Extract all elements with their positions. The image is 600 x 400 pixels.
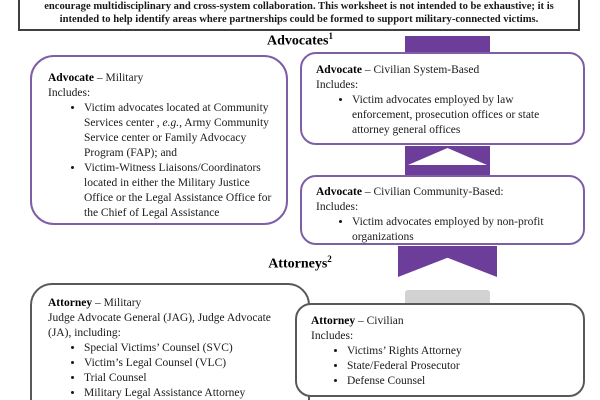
list-item: • State/Federal Prosecutor xyxy=(347,359,571,374)
box-title-bold: Attorney xyxy=(48,297,93,309)
box-title-rest: – Civilian Community-Based: xyxy=(362,186,504,198)
box-title xyxy=(316,63,571,78)
box-subtitle: Judge Advocate General (JAG), Judge Advocate (JA), including: xyxy=(48,312,271,339)
attorneys-heading-label: Attorneys xyxy=(268,256,328,272)
attorneys-heading xyxy=(0,254,600,273)
list-item: • Victims’ Rights Attorney xyxy=(347,344,571,359)
intro-text-box xyxy=(18,0,580,31)
box-title-rest: – Military xyxy=(92,297,142,309)
list-item: • Victim advocates located at Community Services center , e.g., Army Community Service center or Family Advocacy Program (FAP); and xyxy=(84,101,274,161)
list-item: • Military Legal Assistance Attorney xyxy=(84,386,296,400)
ribbon-chevron-notch xyxy=(408,148,487,165)
list-item: • Special Victims’ Counsel (SVC) xyxy=(84,341,296,356)
bullet-list xyxy=(311,344,571,389)
box-title xyxy=(316,185,571,200)
list-item: • Victim advocates employed by law enforcement, prosecution offices or state attorney general offices xyxy=(352,93,571,138)
bullet-list xyxy=(316,93,571,138)
advocates-heading xyxy=(0,31,600,50)
box-title-rest: – Civilian System-Based xyxy=(362,64,480,76)
box-title-rest: – Military xyxy=(94,72,144,84)
includes-label: Includes: xyxy=(48,87,91,99)
box-title xyxy=(48,296,296,311)
box-title-rest: – Civilian xyxy=(355,315,404,327)
list-item: • Victim-Witness Liaisons/Coordinators located in either the Military Justice Office or the Legal Assistance Office for the Chief of Legal Assistance xyxy=(84,161,274,221)
attorneys-footnote-marker: 2 xyxy=(327,254,332,264)
purple-ribbon-fold-chevron xyxy=(405,146,490,177)
box-title-bold: Advocate xyxy=(316,186,362,198)
box-title xyxy=(311,314,571,329)
box-title-bold: Advocate xyxy=(48,72,94,84)
box-attorney-civilian xyxy=(295,303,585,397)
list-item: • Defense Counsel xyxy=(347,374,571,389)
list-item: • Victim’s Legal Counsel (VLC) xyxy=(84,356,296,371)
intro-text: encourage multidisciplinary and cross-system collaboration. This worksheet is not intended to be exhaustive; it is intended to help identify areas where partnerships could be formed to support military-connected victims. xyxy=(44,1,554,25)
includes-label: Includes: xyxy=(316,79,359,91)
list-item: • Victim advocates employed by non-profit organizations xyxy=(352,215,571,245)
box-attorney-military xyxy=(30,283,310,400)
list-item: • Trial Counsel xyxy=(84,371,296,386)
bullet-list xyxy=(48,101,274,221)
advocates-heading-label: Advocates xyxy=(267,33,329,49)
box-title-bold: Advocate xyxy=(316,64,362,76)
bullet-list xyxy=(48,341,296,400)
includes-label: Includes: xyxy=(316,201,359,213)
box-advocate-civilian-system xyxy=(300,52,585,145)
box-advocate-military xyxy=(30,55,288,225)
box-title-bold: Attorney xyxy=(311,315,356,327)
box-advocate-civilian-community xyxy=(300,175,585,245)
bullet-list xyxy=(316,215,571,245)
includes-label: Includes: xyxy=(311,330,354,342)
advocates-footnote-marker: 1 xyxy=(328,31,333,41)
box-title xyxy=(48,71,274,86)
